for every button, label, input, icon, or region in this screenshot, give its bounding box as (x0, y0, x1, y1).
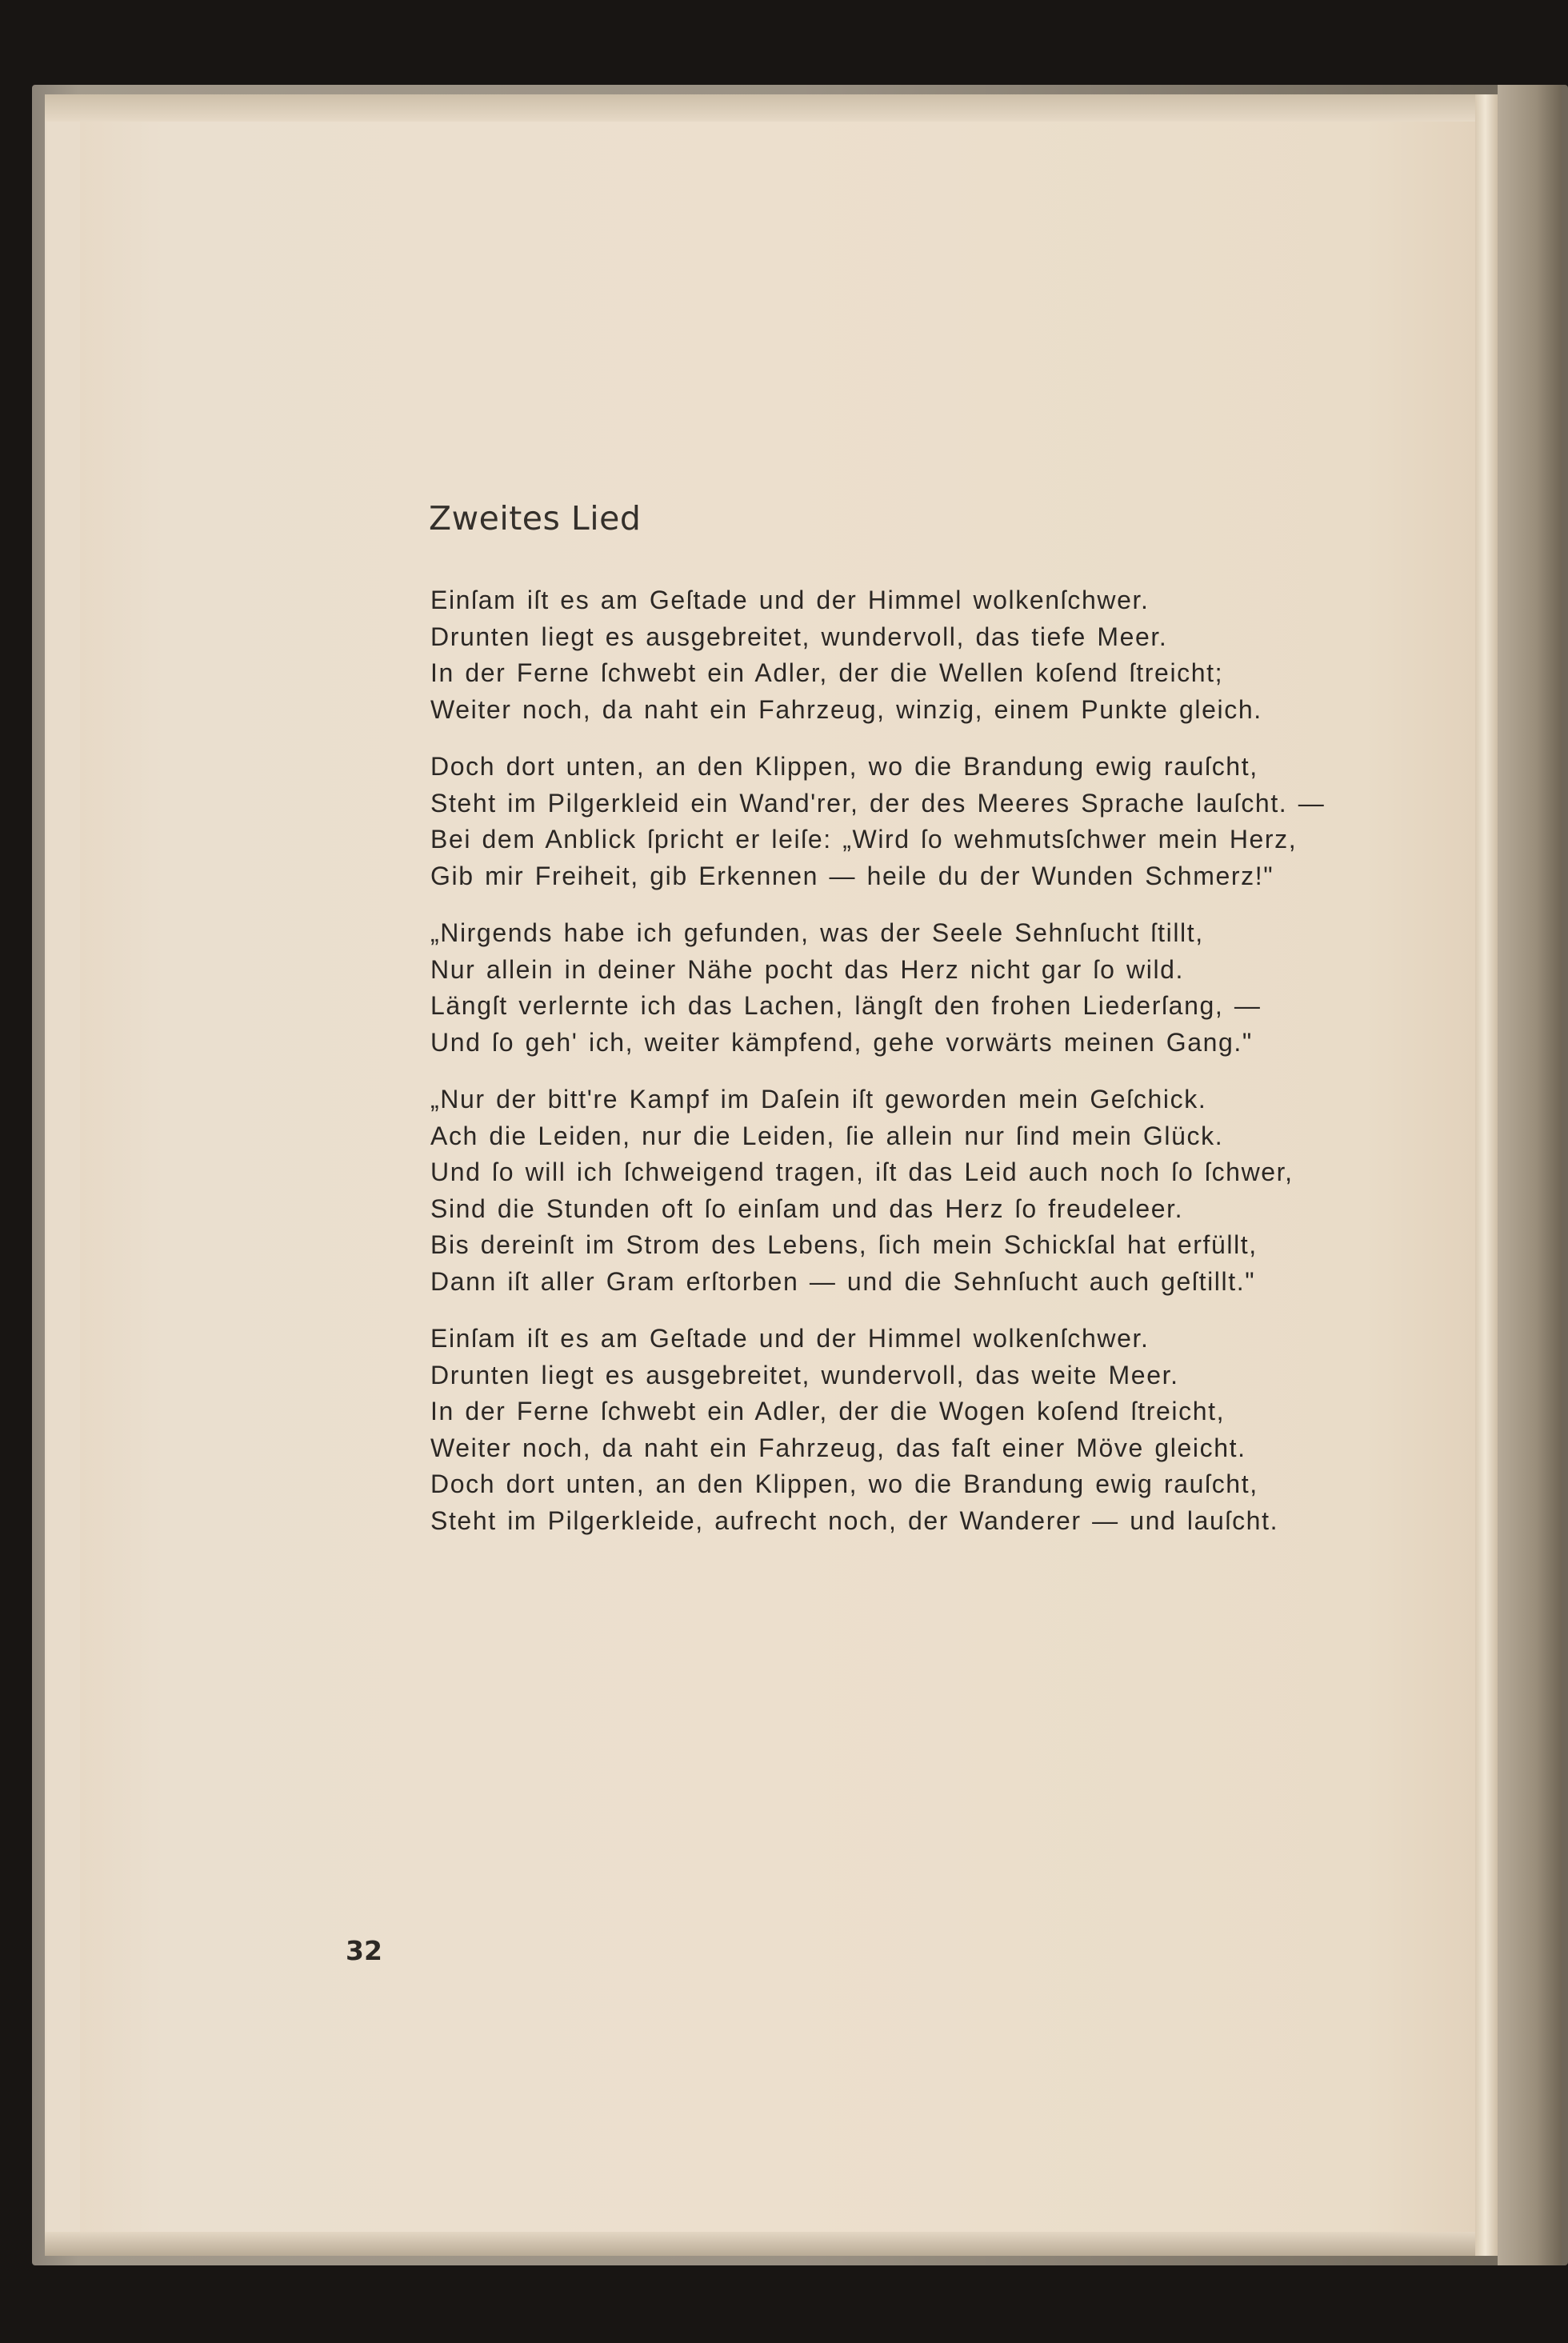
facing-page-edge (1498, 85, 1562, 2265)
stanza-2 (430, 749, 1374, 894)
poem-line: Doch dort unten, an den Klippen, wo die Brandung ewig rauſcht, (430, 752, 1258, 781)
page-bottom-edge (45, 2232, 1498, 2256)
poem-line: Längſt verlernte ich das Lachen, längſt den frohen Liederſang, — (430, 991, 1262, 1020)
poem-line: Nur allein in deiner Nähe pocht das Herz nicht gar ſo wild. (430, 954, 1185, 984)
poem-line: „Nur der bitt're Kampf im Daſein iſt geworden mein Geſchick. (430, 1085, 1207, 1114)
poem-line: Einſam iſt es am Geſtade und der Himmel wolkenſchwer. (430, 586, 1150, 614)
stanza-3 (430, 915, 1374, 1061)
poem-line: Sind die Stunden oft ſo einſam und das Herz ſo freudeleer. (430, 1193, 1184, 1223)
poem-line: Weiter noch, da naht ein Fahrzeug, winzig, einem Punkte gleich. (430, 694, 1262, 724)
page-top-edge (45, 94, 1498, 122)
poem-line: Bis dereinſt im Strom des Lebens, ſich mein Schickſal hat erfüllt, (430, 1230, 1258, 1259)
poem-line: Einſam iſt es am Geſtade und der Himmel wolkenſchwer. (430, 1324, 1150, 1353)
poem-line: Drunten liegt es ausgebreitet, wundervoll, das tiefe Meer. (430, 622, 1168, 651)
stanza-4 (430, 1082, 1374, 1300)
stanza-1 (430, 582, 1374, 728)
poem-line: Dann iſt aller Gram erſtorben — und die Sehnſucht auch geſtillt." (430, 1266, 1256, 1296)
poem-line: Drunten liegt es ausgebreitet, wundervoll, das weite Meer. (430, 1360, 1179, 1389)
poem-line: Weiter noch, da naht ein Fahrzeug, das faſt einer Möve gleicht. (430, 1433, 1246, 1462)
poem-line: In der Ferne ſchwebt ein Adler, der die Wellen koſend ſtreicht; (430, 658, 1224, 687)
poem-body (430, 582, 1374, 1560)
poem-line: Steht im Pilgerkleid ein Wand'rer, der des Meeres Sprache lauſcht. — (430, 788, 1326, 818)
poem-line: Gib mir Freiheit, gib Erkennen — heile du der Wunden Schmerz!" (430, 861, 1274, 890)
stanza-5 (430, 1321, 1374, 1539)
poem-line: Ach die Leiden, nur die Leiden, ſie allein nur ſind mein Glück. (430, 1121, 1224, 1150)
poem-line: „Nirgends habe ich gefunden, was der Seele Sehnſucht ſtillt, (430, 918, 1204, 947)
poem-line: In der Ferne ſchwebt ein Adler, der die Wogen koſend ſtreicht, (430, 1397, 1226, 1425)
poem-line: Steht im Pilgerkleide, aufrecht noch, der Wanderer — und lauſcht. (430, 1505, 1279, 1535)
poem-title: Zweites Lied (429, 499, 642, 538)
page-number: 32 (346, 1935, 382, 1966)
poem-line: Und ſo geh' ich, weiter kämpfend, gehe vorwärts meinen Gang." (430, 1027, 1253, 1057)
book-gutter (1475, 94, 1498, 2256)
poem-line: Und ſo will ich ſchweigend tragen, iſt das Leid auch noch ſo ſchwer, (430, 1158, 1294, 1186)
poem-line: Bei dem Anblick ſpricht er leiſe: „Wird ſo wehmutsſchwer mein Herz, (430, 825, 1298, 854)
poem-line: Doch dort unten, an den Klippen, wo die Brandung ewig rauſcht, (430, 1469, 1258, 1498)
